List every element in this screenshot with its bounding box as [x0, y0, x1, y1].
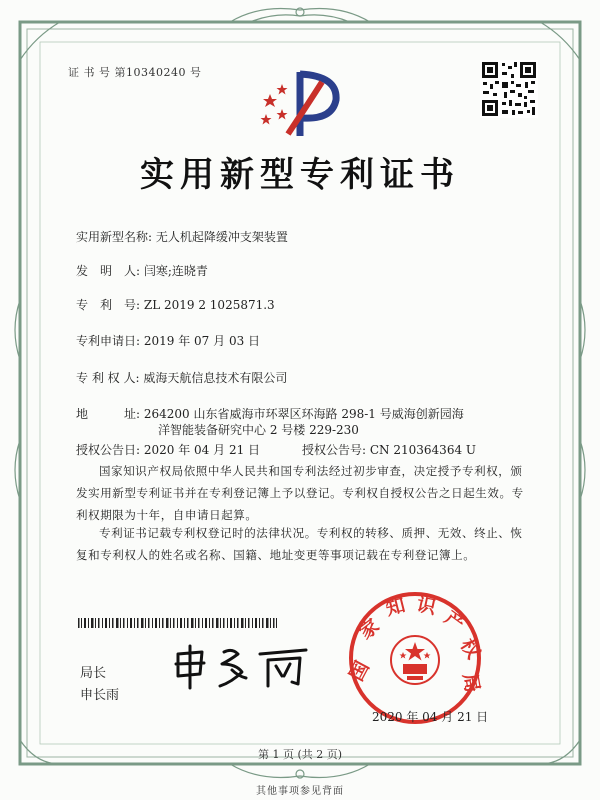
svg-text:局: 局: [458, 671, 484, 695]
field-grant-date: [76, 441, 260, 458]
cnipa-logo: [258, 64, 348, 144]
page-number: 第 1 页 (共 2 页): [257, 748, 343, 761]
field-patent-number: [76, 296, 275, 313]
field-value: 威海天航信息技术有限公司: [143, 371, 288, 385]
field-value: 2019 年 07 月 03 日: [143, 334, 261, 348]
body-paragraph-2: 专利证书记载专利权登记时的法律状况。专利权的转移、质押、无效、终止、恢复和专利权人的姓名或名称、国籍、地址变更等事项记载在专利登记簿上。: [76, 526, 523, 562]
field-label: 发 明 人:: [76, 264, 141, 278]
official-seal: [345, 588, 485, 728]
field-inventor: [76, 262, 208, 279]
field-label: 地 址:: [76, 407, 141, 421]
svg-text:家: 家: [355, 614, 384, 644]
field-address: [76, 405, 464, 422]
certificate-number: 证 书 号 第10340240 号: [68, 66, 202, 79]
field-value: CN 210364364 U: [369, 443, 477, 457]
handwritten-signature: [172, 642, 322, 692]
body-paragraph-1: 国家知识产权局依照中华人民共和国专利法经过初步审查，决定授予专利权，颁发实用新型专利证书并在专利登记簿上予以登记。专利权自授权公告之日起生效。专利权期限为十年，自申请日起算。: [76, 464, 524, 522]
field-value: 洋智能装备研究中心 2 号楼 229-230: [158, 423, 359, 437]
field-label: 专 利 权 人:: [76, 371, 140, 385]
bottom-ornament: [230, 764, 370, 778]
field-label: 专利申请日:: [76, 334, 141, 348]
svg-text:产: 产: [440, 606, 469, 636]
signatory-name: 申长雨: [80, 688, 120, 703]
field-value: 2020 年 04 月 21 日: [143, 443, 261, 457]
field-value: ZL 2019 2 1025871.3: [143, 298, 275, 312]
field-utility-model-name: [76, 228, 288, 245]
field-label: 授权公告号:: [302, 443, 367, 457]
field-value: 264200 山东省威海市环翠区环海路 298-1 号威海创新园海: [143, 407, 464, 421]
top-ornament: [230, 8, 370, 22]
field-filing-date: [76, 332, 260, 349]
svg-text:权: 权: [455, 634, 485, 663]
barcode: [78, 618, 278, 628]
field-label: 实用新型名称:: [76, 230, 153, 244]
seal-emblem: [391, 636, 439, 684]
field-grant-number: [302, 441, 476, 458]
field-label: 授权公告日:: [76, 443, 141, 457]
field-address-line2: [158, 421, 359, 438]
svg-text:识: 识: [414, 593, 438, 619]
footer-note: 其他事项参见背面: [256, 786, 344, 797]
field-value: 无人机起降缓冲支架装置: [155, 230, 288, 244]
signatory-role: 局长: [80, 666, 107, 681]
field-label: 专 利 号:: [76, 298, 141, 312]
svg-text:国: 国: [345, 657, 374, 685]
certificate-title: 实用新型专利证书: [140, 155, 460, 195]
seal-date: 2020 年 04 月 21 日: [372, 710, 489, 724]
field-patentee: [76, 369, 287, 386]
svg-text:知: 知: [383, 594, 408, 621]
field-value: 闫寒;连晓青: [143, 264, 208, 278]
qr-code: [480, 60, 538, 118]
